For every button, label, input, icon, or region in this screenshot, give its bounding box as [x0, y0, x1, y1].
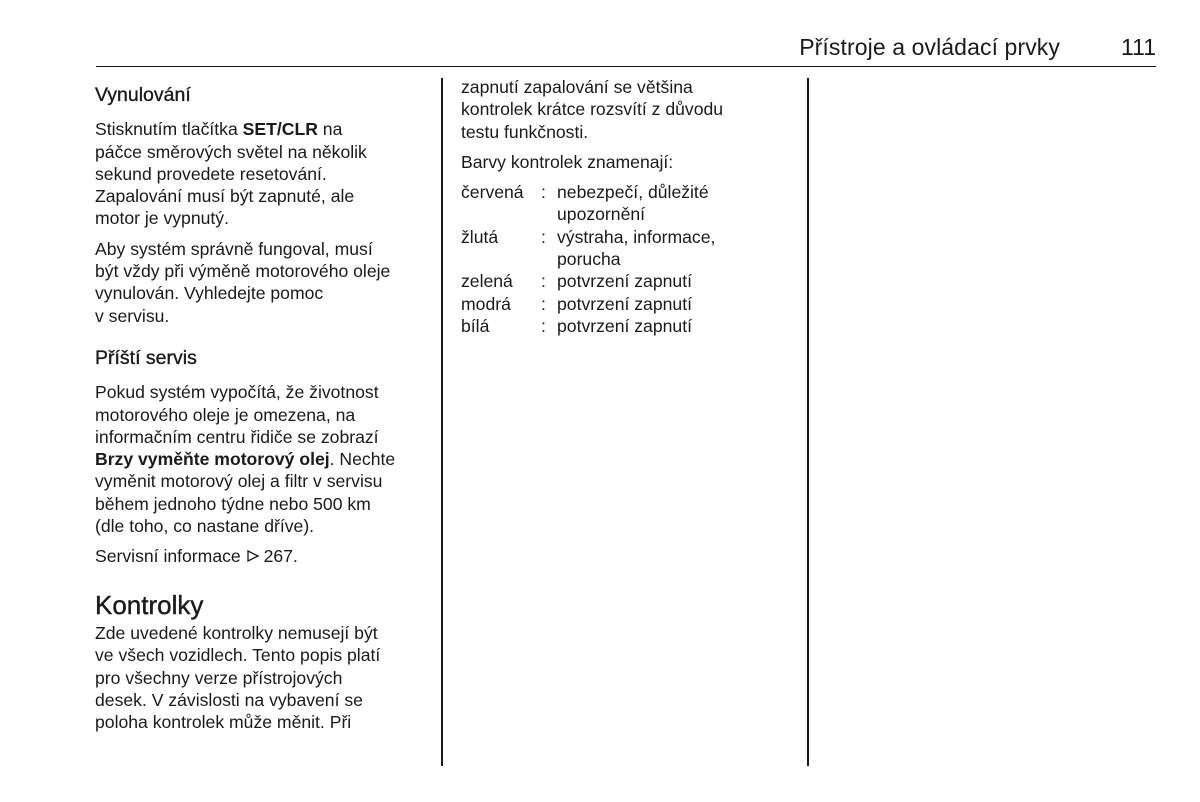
- page-header: [96, 30, 1156, 67]
- kontrolky-paragraph: Zde uvedené kontrolky nemusejí být ve všech vozidlech. Tento popis platí pro všechny verze přístrojových desek. V závislosti na vybavení se poloha kontrolek může měnit. Při: [95, 622, 381, 733]
- ignition-paragraph: zapnutí zapalování se většina kontrolek krátce rozsvítí z důvodu testu funkčnosti.: [461, 77, 724, 142]
- reset-paragraph-1: Stisknutím tlačítka SET/CLR na páčce směrových světel na několik sekund provedete resetování. Zapalování musí být zapnuté, ale motor je vypnutý.: [95, 119, 367, 229]
- colors-table: [461, 181, 715, 337]
- reset-heading: Vynulování: [95, 84, 191, 106]
- color-separator: :: [541, 315, 546, 336]
- color-name: červená: [461, 182, 524, 203]
- color-row: [461, 270, 715, 292]
- color-separator: :: [541, 293, 546, 314]
- middle-column: [461, 76, 801, 337]
- color-name: zelená: [461, 271, 513, 292]
- color-meaning: nebezpečí, důležité upozornění: [557, 182, 709, 225]
- service-info-reference: Servisní informace 267.: [95, 546, 298, 567]
- next-service-heading: Příští servis: [95, 346, 197, 369]
- column-divider-1: [441, 78, 443, 766]
- colors-intro: Barvy kontrolek znamenají:: [461, 151, 674, 172]
- reset-paragraph-2: Aby systém správně fungoval, musí být vždy při výměně motorového oleje vynulován. Vyhledejte pomoc v servisu.: [95, 238, 391, 326]
- column-divider-2: [807, 78, 809, 766]
- kontrolky-heading: Kontrolky: [95, 589, 204, 620]
- next-service-paragraph: Pokud systém vypočítá, že životnost motorového oleje je omezena, na informačním centru řidiče se zobrazí Brzy vyměňte motorový olej. Nechte vyměnit motorový olej a filtr v servisu během jednoho týdne nebo 500 km (dle toho, co nastane dříve).: [95, 382, 396, 537]
- color-name: bílá: [461, 315, 490, 336]
- color-row: [461, 315, 715, 337]
- color-row: [461, 181, 715, 226]
- left-column: [95, 84, 435, 741]
- reference-arrow-icon: [246, 546, 260, 560]
- service-info-page: 267.: [263, 546, 298, 567]
- change-oil-message: Brzy vyměňte motorový olej: [95, 449, 330, 470]
- color-row: [461, 226, 715, 271]
- color-name: žlutá: [461, 226, 499, 247]
- color-name: modrá: [461, 293, 511, 314]
- page-title: Přístroje a ovládací prvky: [799, 34, 1060, 60]
- color-separator: :: [541, 182, 546, 203]
- page-number: 111: [1121, 34, 1156, 60]
- color-meaning: výstraha, informace, porucha: [557, 226, 716, 270]
- color-meaning: potvrzení zapnutí: [557, 315, 692, 336]
- color-separator: :: [541, 226, 546, 247]
- color-row: [461, 293, 715, 315]
- set-clr-label: SET/CLR: [242, 119, 318, 140]
- color-meaning: potvrzení zapnutí: [557, 293, 692, 314]
- color-meaning: potvrzení zapnutí: [557, 271, 692, 292]
- color-separator: :: [541, 271, 546, 292]
